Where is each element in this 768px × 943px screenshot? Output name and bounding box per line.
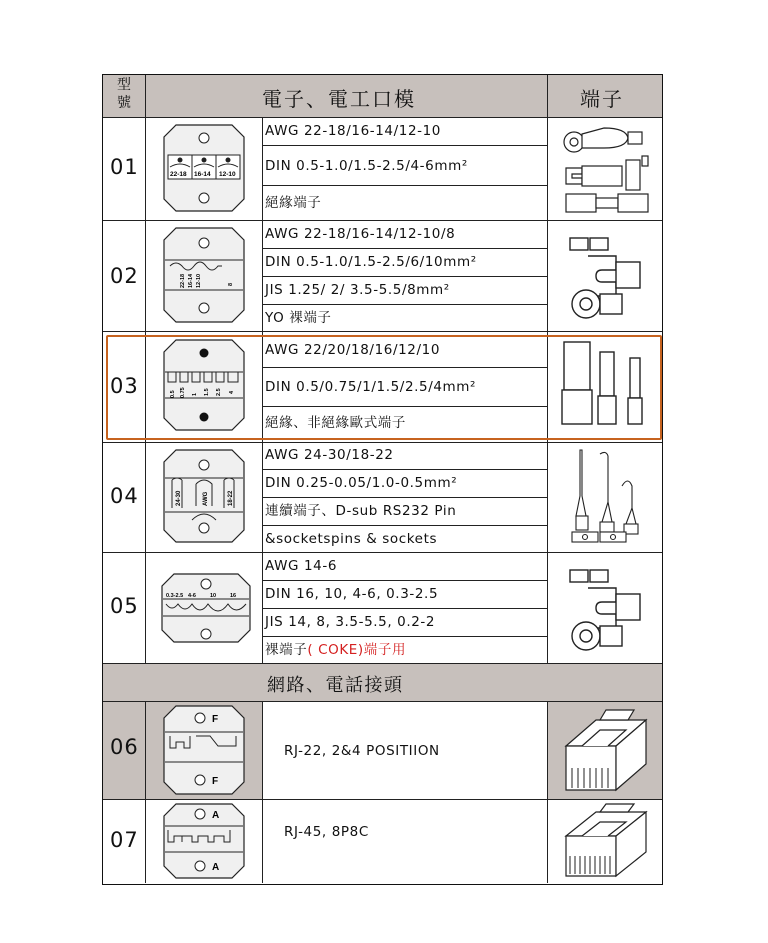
row03-die-label-4: 1.5	[204, 388, 210, 396]
row05-number: 05	[110, 594, 139, 618]
row02-spec-jis: JIS 1.25/ 2/ 3.5-5.5/8mm²	[265, 282, 450, 298]
header-terminal-title: 端子	[580, 87, 624, 111]
row02-spec-din: DIN 0.5-1.0/1.5-2.5/6/10mm²	[265, 254, 477, 270]
row02-die-label-4: 8	[228, 282, 234, 286]
row06-number: 06	[110, 735, 139, 759]
row02-terminal-drawing	[560, 226, 656, 324]
row07-spec: RJ-45, 8P8C	[284, 824, 369, 840]
row05-spec-type-red: ( COKE)端子用	[307, 642, 407, 658]
row01-die-label-3: 12-10	[219, 171, 236, 178]
row01-spec-type: 絕緣端子	[265, 195, 322, 211]
row05-die-label-3: 10	[210, 593, 217, 599]
row06-die-label-bottom: F	[212, 776, 219, 787]
row04-spec-din: DIN 0.25-0.05/1.0-0.5mm²	[265, 475, 458, 491]
row02-die-drawing	[162, 226, 246, 324]
header-type-line2: 號	[117, 95, 131, 111]
header-type-line1: 型	[117, 77, 131, 93]
row03-die-label-1: 0.5	[170, 390, 176, 398]
row04-die-drawing	[162, 448, 246, 544]
row04-die-label-2: AWG	[203, 491, 209, 506]
row02-die-label-1: 22-18	[180, 273, 186, 288]
row05-spec-type-prefix: 裸端子	[265, 642, 308, 658]
row05-spec-din: DIN 16, 10, 4-6, 0.3-2.5	[265, 586, 439, 602]
row04-number: 04	[110, 484, 139, 508]
row07-die-drawing	[162, 802, 246, 880]
row02-die-label-2: 16-14	[188, 273, 194, 288]
row03-terminal-drawing	[558, 338, 654, 430]
row01-spec-din: DIN 0.5-1.0/1.5-2.5/4-6mm²	[265, 158, 468, 174]
row06-die-label-top: F	[212, 714, 219, 725]
row03-spec-type: 絕緣、非絕緣歐式端子	[265, 415, 406, 431]
row03-spec-din: DIN 0.5/0.75/1/1.5/2.5/4mm²	[265, 379, 477, 395]
row03-spec-awg: AWG 22/20/18/16/12/10	[265, 342, 441, 358]
row01-die-drawing	[162, 123, 246, 213]
header-die-title: 電子、電工口模	[262, 87, 416, 111]
row04-spec-dsub: 連續端子、D-sub RS232 Pin	[265, 503, 457, 519]
row03-die-drawing	[162, 338, 246, 432]
row05-spec-awg: AWG 14-6	[265, 558, 338, 574]
section2-title: 網路、電話接頭	[267, 675, 404, 696]
row05-terminal-drawing	[560, 558, 656, 656]
row01-terminal-drawing	[556, 120, 656, 216]
row06-die-drawing	[162, 704, 246, 796]
row04-spec-sockets: &socketspins & sockets	[265, 531, 438, 547]
row03-die-label-3: 1	[192, 392, 198, 396]
row03-die-label-2: 0.75	[180, 387, 186, 398]
row07-die-label-top: A	[212, 810, 220, 821]
row07-die-label-bottom: A	[212, 862, 220, 873]
row01-spec-awg: AWG 22-18/16-14/12-10	[265, 123, 441, 139]
row04-die-label-3: 18-22	[228, 490, 234, 506]
row01-number: 01	[110, 155, 139, 179]
row05-die-drawing	[160, 572, 252, 644]
row07-connector-drawing	[556, 802, 656, 880]
row05-die-label-2: 4-6	[188, 593, 196, 599]
row05-spec-type	[265, 640, 406, 660]
row01-die-label-1: 22-18	[170, 171, 187, 178]
row06-spec: RJ-22, 2&4 POSITIION	[284, 743, 440, 759]
row05-die-label-1: 0.3-2.5	[166, 593, 184, 599]
header-type-label	[105, 76, 143, 112]
row02-spec-awg: AWG 22-18/16-14/12-10/8	[265, 226, 456, 242]
row01-die-label-2: 16-14	[194, 171, 211, 178]
row03-die-label-5: 2.5	[216, 388, 222, 396]
row05-spec-jis: JIS 14, 8, 3.5-5.5, 0.2-2	[265, 614, 436, 630]
row05-die-label-4: 16	[230, 593, 237, 599]
row02-number: 02	[110, 264, 139, 288]
row04-spec-awg: AWG 24-30/18-22	[265, 447, 394, 463]
row06-connector-drawing	[556, 706, 656, 794]
row07-number: 07	[110, 828, 139, 852]
row02-spec-type: YO 裸端子	[265, 310, 332, 326]
row04-die-label-1: 24-30	[176, 490, 182, 506]
row03-number: 03	[110, 374, 139, 398]
row03-die-label-6: 4	[229, 390, 235, 394]
row02-die-label-3: 12-10	[196, 273, 202, 288]
row04-terminal-drawing	[566, 446, 646, 546]
